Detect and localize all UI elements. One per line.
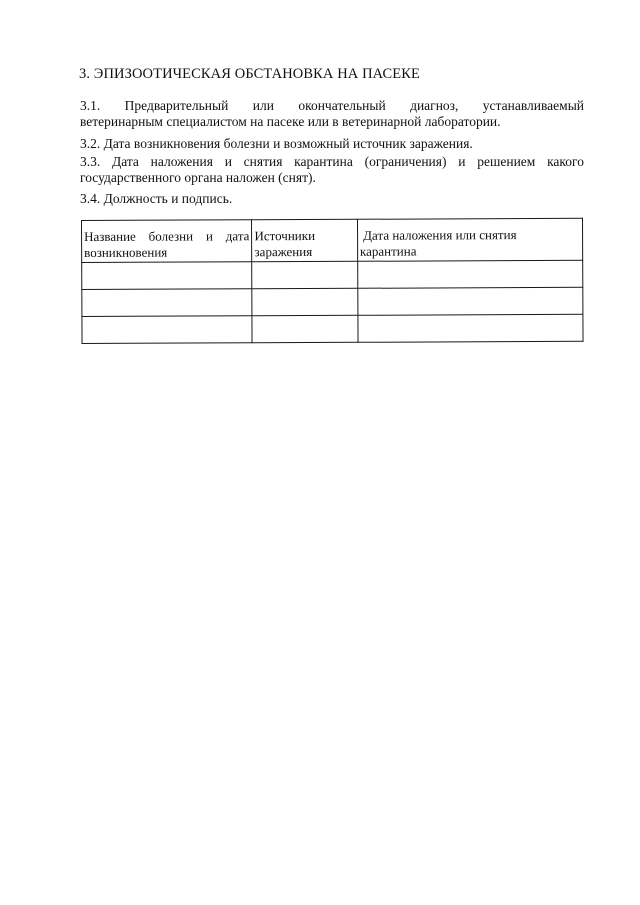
header-disease-date-line-2: возникновения [84,244,168,260]
item-3-1-line-1: 3.1. Предварительный или окончательный диагноз, устанавливаемый [80,98,584,113]
item-3-3-line-1: 3.3. Дата наложения и снятия карантина (ограничения) и решением какого [80,154,584,169]
header-disease-date [82,220,253,263]
item-3-2: 3.2. Дата возникновения болезни и возможный источник заражения. [80,136,473,151]
table-cell[interactable] [358,287,583,315]
table-cell[interactable] [82,289,252,317]
epizootic-table [81,218,584,344]
header-quarantine-date-line-2: карантина [359,243,417,259]
table-row [82,260,583,289]
section-heading: 3. ЭПИЗООТИЧЕСКАЯ ОБСТАНОВКА НА ПАСЕКЕ [79,66,420,82]
header-quarantine-date [357,218,582,261]
table-row [82,314,583,343]
table-header-row [82,218,583,262]
table-cell[interactable] [82,262,252,290]
table-cell[interactable] [82,316,252,344]
item-3-3 [80,154,584,186]
table-cell[interactable] [252,315,358,342]
header-disease-date-line-1: Название болезни и дата [84,228,250,244]
table-cell[interactable] [358,260,583,288]
header-quarantine-date-line-1: Дата наложения или снятия [359,227,517,243]
header-infection-source-line-1: Источники [254,227,316,244]
item-3-4: 3.4. Должность и подпись. [80,191,233,206]
header-infection-source [252,219,358,261]
item-3-1-line-2: ветеринарным специалистом на пасеке или в ветеринарной лаборатории. [80,114,501,129]
table-cell[interactable] [252,261,358,288]
item-3-1 [80,98,584,130]
table-cell[interactable] [252,288,358,315]
table-cell[interactable] [358,314,583,342]
item-3-3-line-2: государственного органа наложен (снят). [80,170,316,185]
header-infection-source-line-2: заражения [254,243,313,260]
table-row [82,287,583,316]
